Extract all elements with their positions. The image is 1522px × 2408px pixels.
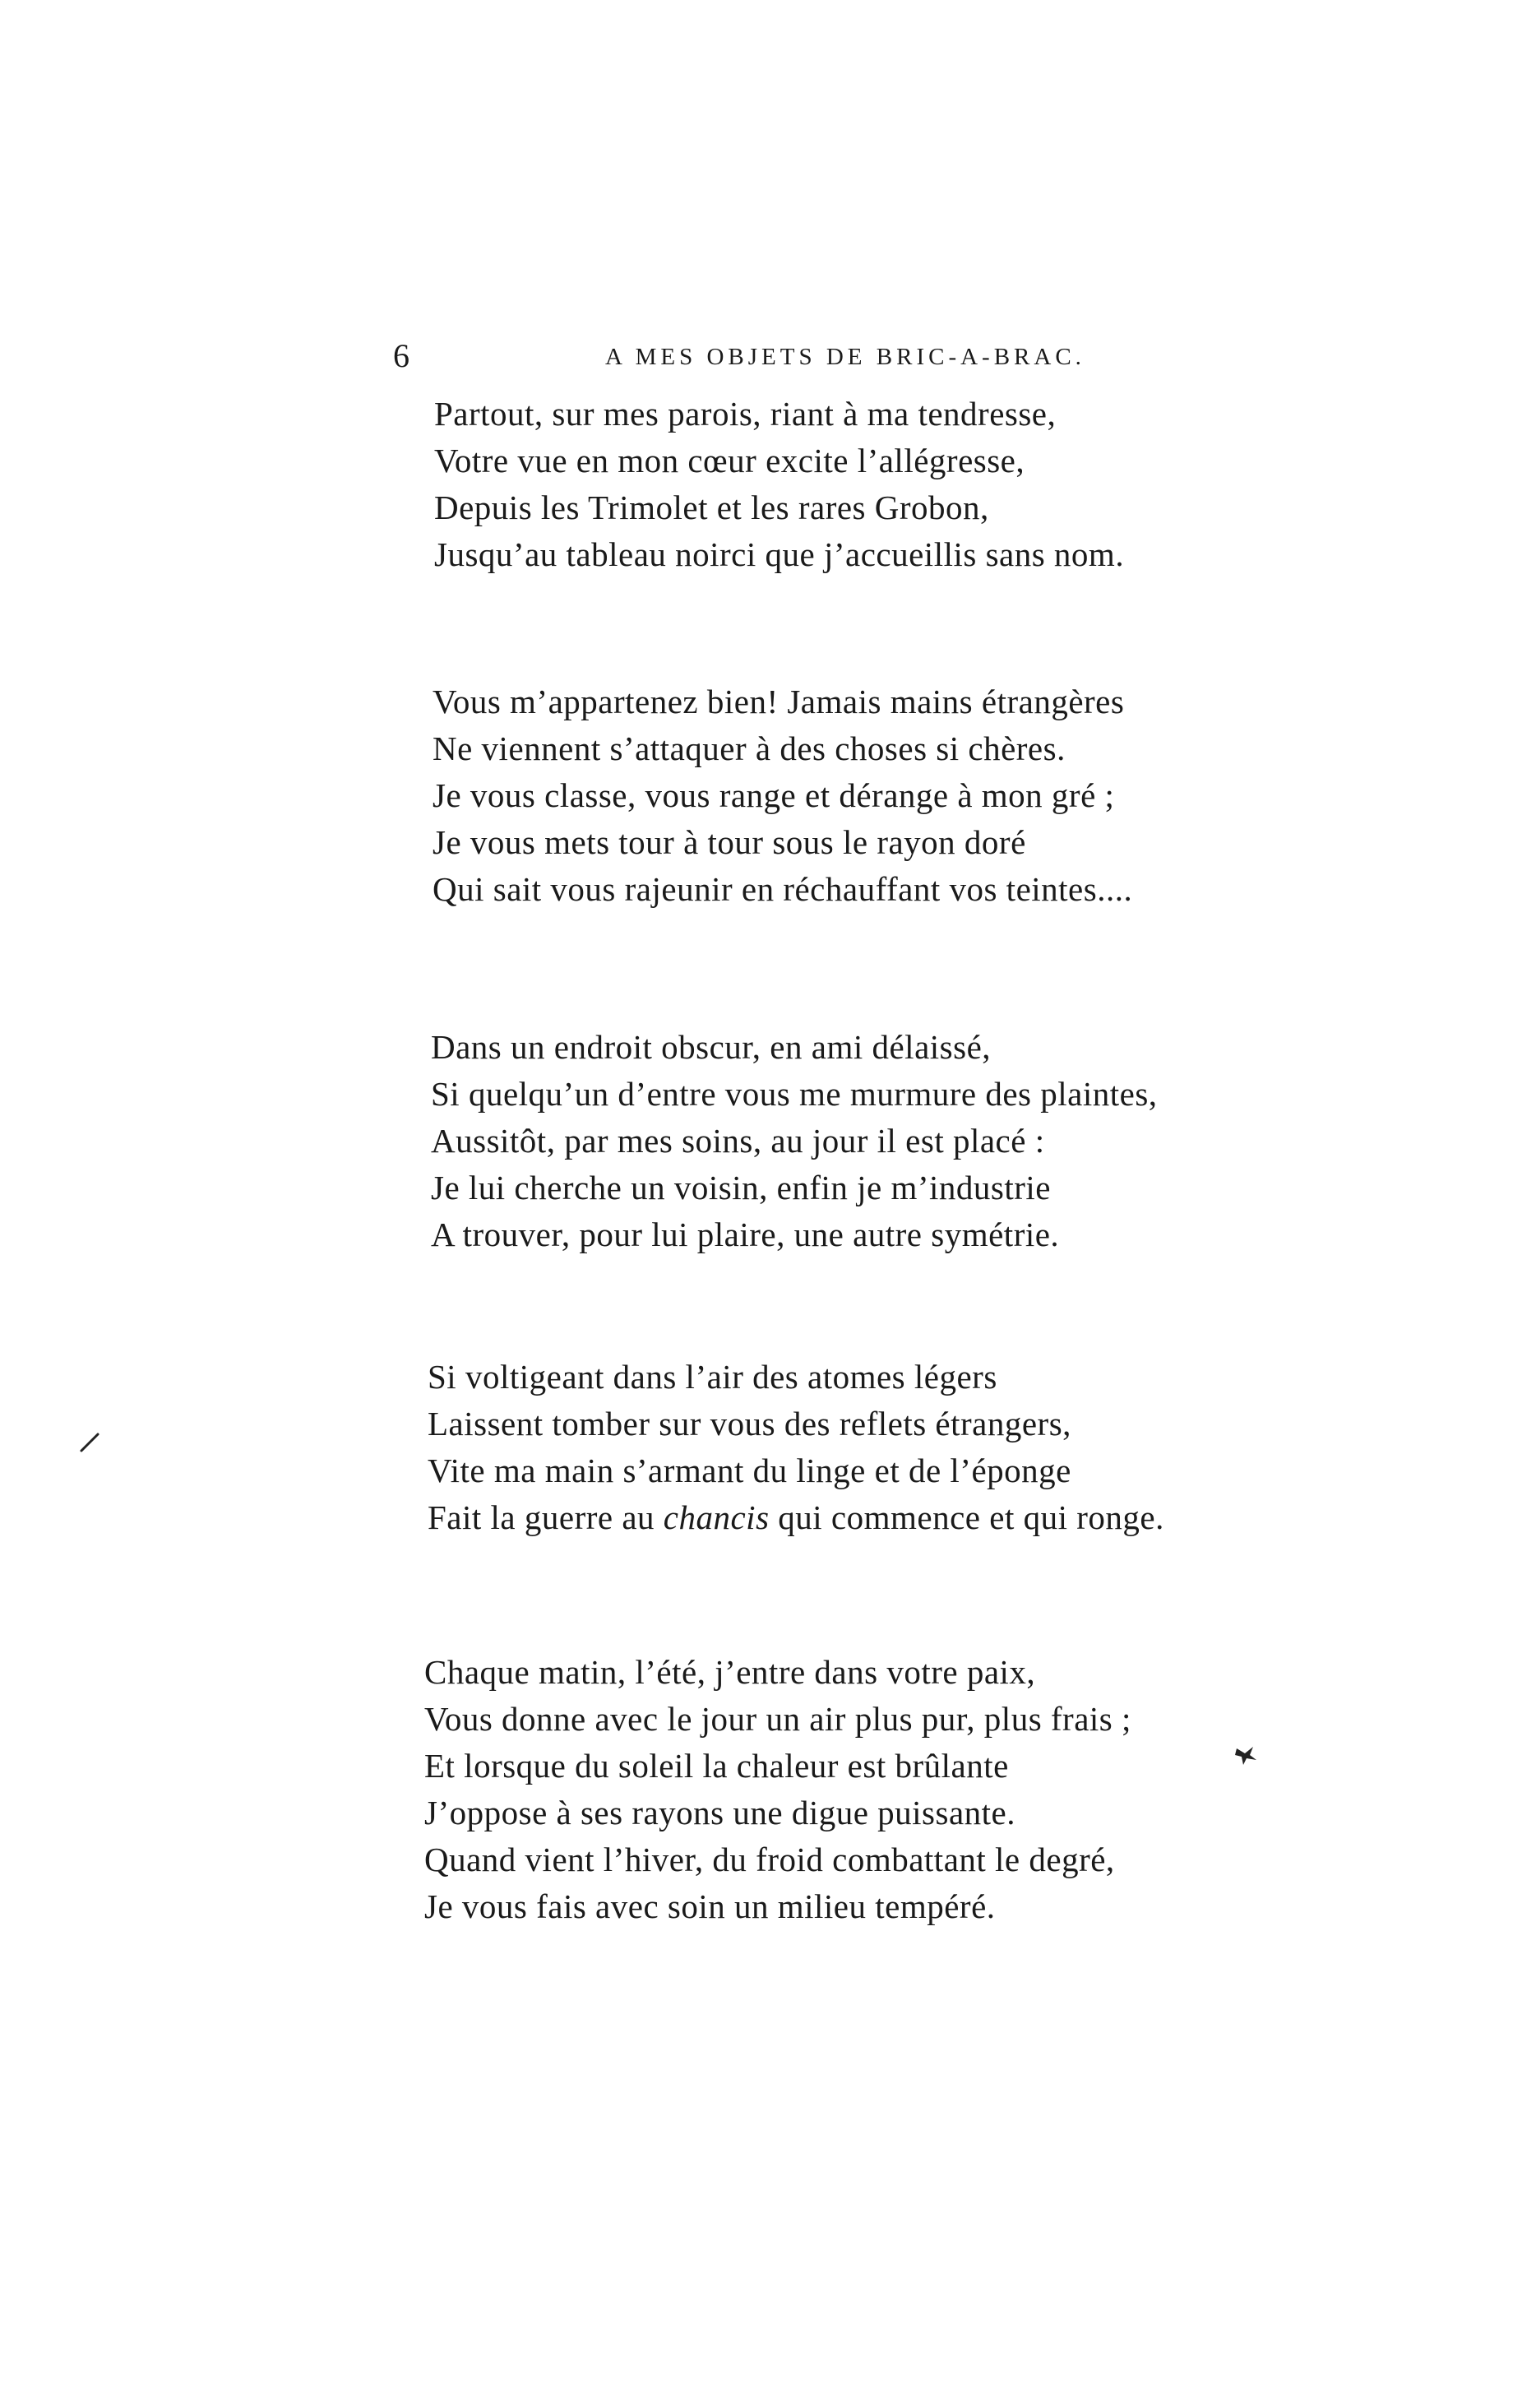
verse-line: Je vous mets tour à tour sous le rayon doré (433, 823, 1026, 861)
italic-word: chancis (663, 1498, 770, 1536)
verse-line: Qui sait vous rajeunir en réchauffant vos teintes.... (433, 870, 1133, 908)
verse-line-start: Fait la guerre au (428, 1498, 664, 1536)
verse-line: Jusqu’au tableau noirci que j’accueillis sans nom. (434, 535, 1125, 573)
verse-line: Si voltigeant dans l’air des atomes légers (428, 1358, 997, 1396)
verse-line (428, 1494, 1164, 1541)
page-number: 6 (393, 337, 409, 374)
verse-line: Dans un endroit obscur, en ami délaissé, (431, 1028, 992, 1066)
verse-line: Votre vue en mon cœur excite l’allégresse, (434, 442, 1025, 479)
verse-line: Aussitôt, par mes soins, au jour il est placé : (431, 1122, 1045, 1160)
verse-line: Vite ma main s’armant du linge et de l’éponge (428, 1452, 1071, 1489)
verse-line-end: qui commence et qui ronge. (769, 1498, 1164, 1536)
verse-line: Depuis les Trimolet et les rares Grobon, (434, 489, 989, 526)
verse-line: A trouver, pour lui plaire, une autre symétrie. (431, 1216, 1060, 1253)
stanza-1 (434, 391, 1124, 578)
verse-line: Vous donne avec le jour un air plus pur, plus frais ; (424, 1700, 1131, 1738)
verse-line: Partout, sur mes parois, riant à ma tendresse, (434, 395, 1057, 433)
verse-line: J’oppose à ses rayons une digue puissante. (424, 1794, 1016, 1831)
running-head: A MES OBJETS DE BRIC-A-BRAC. (605, 344, 1085, 370)
stray-ink-stroke (78, 1429, 103, 1454)
stanza-4 (428, 1354, 1164, 1541)
verse-line: Je vous fais avec soin un milieu tempéré. (424, 1887, 996, 1925)
verse-line: Ne viennent s’attaquer à des choses si chères. (433, 729, 1066, 767)
verse-line: Quand vient l’hiver, du froid combattant le degré, (424, 1841, 1115, 1878)
stanza-3 (431, 1024, 1158, 1258)
verse-line: Je lui cherche un voisin, enfin je m’industrie (431, 1169, 1051, 1206)
verse-line: Laissent tomber sur vous des reflets étrangers, (428, 1405, 1071, 1442)
verse-line: Vous m’appartenez bien! Jamais mains étrangères (433, 683, 1125, 720)
verse-line: Si quelqu’un d’entre vous me murmure des plaintes, (431, 1075, 1158, 1113)
stanza-2 (433, 678, 1132, 913)
ink-blot-mark (1232, 1742, 1260, 1767)
stanza-5 (424, 1649, 1131, 1930)
verse-line: Et lorsque du soleil la chaleur est brûlante (424, 1747, 1009, 1785)
verse-line: Chaque matin, l’été, j’entre dans votre paix, (424, 1653, 1036, 1691)
verse-line: Je vous classe, vous range et dérange à mon gré ; (433, 776, 1115, 814)
